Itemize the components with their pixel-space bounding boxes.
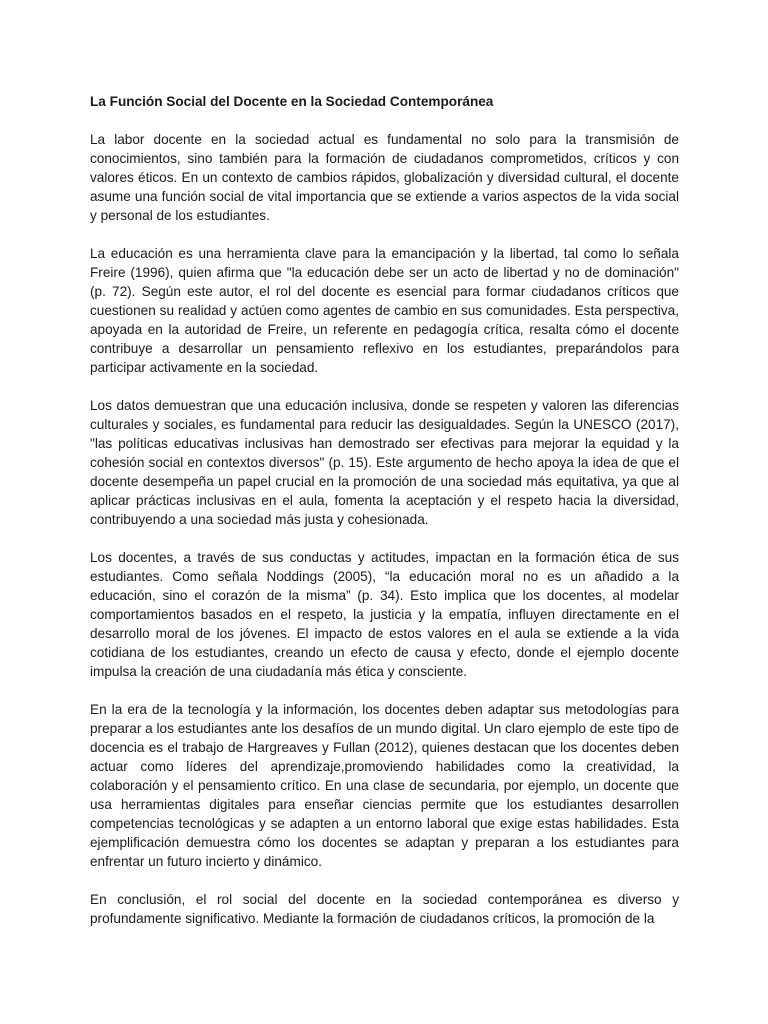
- paragraph-introduccion: La labor docente en la sociedad actual es fundamental no solo para la transmisión de conocimientos, sino también para la formación de ciudadanos comprometidos, críticos y con valores éticos. En un contexto de cambios rápidos, globalización y diversidad cultural, el docente asume una función social de vital importancia que se extiende a varios aspectos de la vida social y personal de los estudiantes.: [90, 132, 679, 223]
- paragraph-unesco: Los datos demuestran que una educación inclusiva, donde se respeten y valoren las diferencias culturales y sociales, es fundamental para reducir las desigualdades. Según la UNESCO (2017), "las políticas educativas inclusivas han demostrado ser efectivas para mejorar la equidad y la cohesión social en contextos diversos" (p. 15). Este argumento de hecho apoya la idea de que el docente desempeña un papel crucial en la promoción de una sociedad más equitativa, ya que al aplicar prácticas inclusivas en el aula, fomenta la aceptación y el respeto hacia la diversidad, contribuyendo a una sociedad más justa y cohesionada.: [90, 398, 679, 527]
- paragraph-freire: La educación es una herramienta clave para la emancipación y la libertad, tal como lo señala Freire (1996), quien afirma que "la educación debe ser un acto de libertad y no de dominación" (p. 72). Según este autor, el rol del docente es esencial para formar ciudadanos críticos que cuestionen su realidad y actúen como agentes de cambio en sus comunidades. Esta perspectiva, apoyada en la autoridad de Freire, un referente en pedagogía crítica, resalta cómo el docente contribuye a desarrollar un pensamiento reflexivo en los estudiantes, preparándolos para participar activamente en la sociedad.: [90, 246, 679, 375]
- paragraph-tecnologia: En la era de la tecnología y la información, los docentes deben adaptar sus metodologías para preparar a los estudiantes ante los desafíos de un mundo digital. Un claro ejemplo de este tipo de docencia es el trabajo de Hargreaves y Fullan (2012), quienes destacan que los docentes deben actuar como líderes del aprendizaje,promoviendo habilidades como la creatividad, la colaboración y el pensamiento crítico. En una clase de secundaria, por ejemplo, un docente que usa herramientas digitales para enseñar ciencias permite que los estudiantes desarrollen competencias tecnológicas y se adapten a un entorno laboral que exige estas habilidades. Esta ejemplificación demuestra cómo los docentes se adaptan y preparan a los estudiantes para enfrentar un futuro incierto y dinámico.: [90, 702, 679, 869]
- paragraph-noddings: Los docentes, a través de sus conductas y actitudes, impactan en la formación ética de sus estudiantes. Como señala Noddings (2005), “la educación moral no es un añadido a la educación, sino el corazón de la misma” (p. 34). Esto implica que los docentes, al modelar comportamientos basados en el respeto, la justicia y la empatía, influyen directamente en el desarrollo moral de los jóvenes. El impacto de estos valores en el aula se extiende a la vida cotidiana de los estudiantes, creando un efecto de causa y efecto, donde el ejemplo docente impulsa la creación de una ciudadanía más ética y consciente.: [90, 550, 679, 679]
- document-body: [90, 92, 679, 947]
- paragraph-conclusion: En conclusión, el rol social del docente en la sociedad contemporánea es diverso y profundamente significativo. Mediante la formación de ciudadanos críticos, la promoción de la: [90, 892, 679, 926]
- document-title: La Función Social del Docente en la Sociedad Contemporánea: [90, 94, 494, 109]
